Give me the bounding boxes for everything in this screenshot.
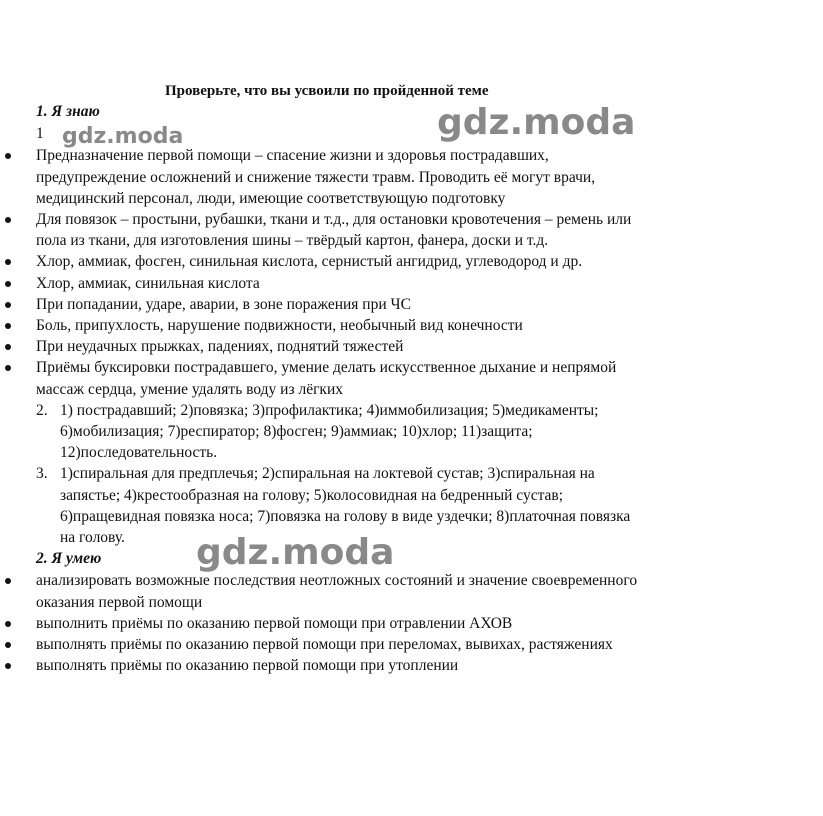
list-item-text: оказания первой помощи xyxy=(36,593,203,611)
list-item-text: пола из ткани, для изготовления шины – твёрдый картон, фанера, доски и т.д. xyxy=(36,232,549,250)
list-item-text: При попадании, ударе, аварии, в зоне поражения при ЧС xyxy=(36,295,411,313)
numbered-item-text: 6)пращевидная повязка носа; 7)повязка на голову в виде уздечки; 8)платочная повязка xyxy=(60,507,631,525)
watermark: gdz.moda xyxy=(196,532,395,573)
list-number: 2. xyxy=(36,401,48,419)
numbered-item-text: запястье; 4)крестообразная на голову; 5)колосовидная на бедренный сустав; xyxy=(60,486,564,504)
numbered-item-text: на голову. xyxy=(60,529,125,546)
section-heading: 2. Я умею xyxy=(36,550,102,568)
list-item-text: массаж сердца, умение удалять воду из лёгких xyxy=(36,380,344,398)
list-number: 3. xyxy=(36,465,48,483)
numbered-item-text: 6)мобилизация; 7)респиратор; 8)фосген; 9)аммиак; 10)хлор; 11)защита; xyxy=(60,423,533,440)
list-item-text: выполнить приёмы по оказанию первой помощи при отравлении АХОВ xyxy=(36,614,513,632)
bullet-marker xyxy=(5,578,11,584)
page-title: Проверьте, что вы усвоили по пройденной теме xyxy=(165,83,489,99)
list-item-text: Для повязок – простыни, рубашки, ткани и т.д., для остановки кровотечения – ремень или xyxy=(36,211,632,228)
list-item-text: Хлор, аммиак, синильная кислота xyxy=(36,274,260,292)
numbered-item-text: 1) пострадавший; 2)повязка; 3)профилактика; 4)иммобилизация; 5)медикаменты; xyxy=(60,401,599,419)
bullet-marker xyxy=(5,302,11,308)
section-heading: 1. Я знаю xyxy=(36,103,100,120)
watermark: gdz.moda xyxy=(437,102,636,143)
list-item-text: Приёмы буксировки пострадавшего, умение делать искусственное дыхание и непрямой xyxy=(36,359,617,377)
bullet-marker xyxy=(5,663,11,669)
list-item-text: При неудачных прыжках, падениях, поднятий тяжестей xyxy=(36,338,404,356)
list-item-text: анализировать возможные последствия неотложных состояний и значение своевременного xyxy=(36,572,638,590)
watermark: gdz.moda xyxy=(62,124,184,149)
list-item-text: выполнять приёмы по оказанию первой помощи при утоплении xyxy=(36,657,459,675)
bullet-marker xyxy=(5,642,11,648)
bullet-marker xyxy=(5,621,11,627)
bullet-marker xyxy=(5,323,11,329)
list-item-text: Боль, припухлость, нарушение подвижности, необычный вид конечности xyxy=(36,317,523,334)
numbered-item-text: 12)последовательность. xyxy=(60,444,218,462)
list-item-text: Хлор, аммиак, фосген, синильная кислота, сернистый ангидрид, углеводород и др. xyxy=(36,253,583,271)
bullet-marker xyxy=(5,153,11,159)
list-item-text: медицинский персонал, люди, имеющие соответствующую подготовку xyxy=(36,189,506,207)
numbered-item-text: 1)спиральная для предплечья; 2)спиральная на локтевой сустав; 3)спиральная на xyxy=(60,465,595,483)
list-item-text: Предназначение первой помощи – спасение жизни и здоровья пострадавших, xyxy=(36,147,549,165)
bullet-marker xyxy=(5,281,11,287)
sub-number: 1 xyxy=(36,125,44,143)
bullet-marker xyxy=(5,344,11,350)
list-item-text: предупреждение осложнений и снижение тяжести травм. Проводить её могут врачи, xyxy=(36,168,596,186)
bullet-marker xyxy=(5,217,11,223)
list-item-text: выполнять приёмы по оказанию первой помощи при переломах, вывихах, растяжениях xyxy=(36,636,613,653)
bullet-marker xyxy=(5,365,11,371)
bullet-marker xyxy=(5,259,11,265)
